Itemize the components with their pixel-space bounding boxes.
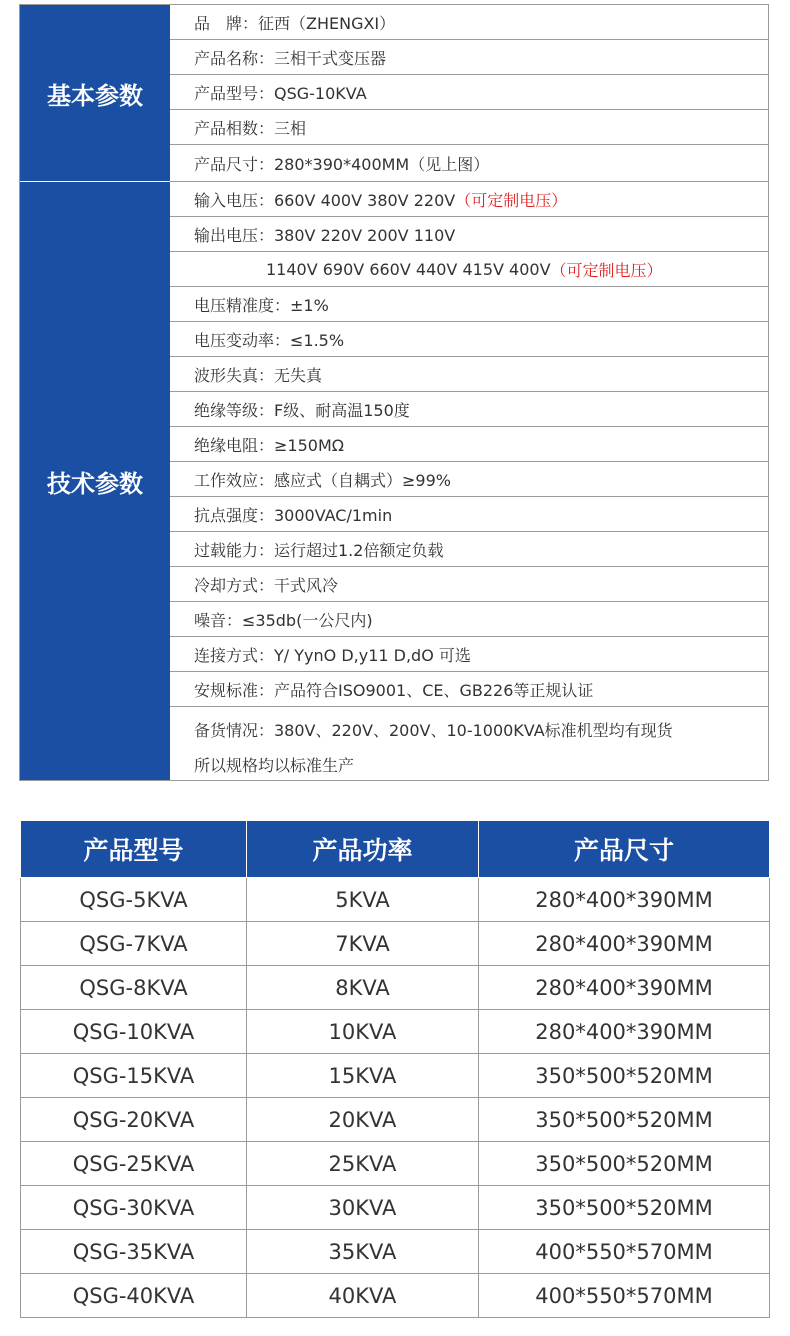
cell-power: 40KVA xyxy=(247,1274,479,1318)
spec-row-output-voltage-2 xyxy=(170,252,768,287)
spec-row-insulation-resistance: 绝缘电阻：≥150MΩ xyxy=(170,427,768,462)
cell-power: 5KVA xyxy=(247,878,479,922)
cell-size: 350*500*520MM xyxy=(479,1098,770,1142)
spec-row-safety-standard: 安规标准：产品符合ISO9001、CE、GB226等正规认证 xyxy=(170,672,768,707)
spec-row-insulation-class: 绝缘等级：F级、耐高温150度 xyxy=(170,392,768,427)
cell-model: QSG-35KVA xyxy=(21,1230,247,1274)
spec-row-voltage-variation: 电压变动率：≤1.5% xyxy=(170,322,768,357)
spec-row-phase: 产品相数：三相 xyxy=(170,110,768,145)
cell-size: 280*400*390MM xyxy=(479,1010,770,1054)
model-table xyxy=(20,820,770,1318)
table-row xyxy=(21,1230,770,1274)
table-row xyxy=(21,966,770,1010)
tech-params-header: 技术参数 xyxy=(20,182,170,780)
input-voltage-text: 输入电压：660V 400V 380V 220V xyxy=(194,190,456,210)
cell-model: QSG-15KVA xyxy=(21,1054,247,1098)
stock-line-1: 备货情况：380V、220V、200V、10-1000KVA标准机型均有现货 xyxy=(194,721,673,740)
cell-model: QSG-10KVA xyxy=(21,1010,247,1054)
spec-table xyxy=(19,4,769,781)
table-row xyxy=(21,922,770,966)
cell-model: QSG-5KVA xyxy=(21,878,247,922)
spec-row-cooling: 冷却方式：干式风冷 xyxy=(170,567,768,602)
table-row xyxy=(21,1010,770,1054)
cell-size: 350*500*520MM xyxy=(479,1186,770,1230)
cell-model: QSG-40KVA xyxy=(21,1274,247,1318)
spec-row-noise: 噪音：≤35db(一公尺内) xyxy=(170,602,768,637)
spec-row-input-voltage xyxy=(170,182,768,217)
table-row xyxy=(21,1054,770,1098)
table-row xyxy=(21,1186,770,1230)
output-voltage-2-text: 1140V 690V 660V 440V 415V 400V xyxy=(266,259,551,279)
cell-size: 280*400*390MM xyxy=(479,878,770,922)
spec-row-stock xyxy=(170,707,768,778)
output-voltage-2-note: （可定制电压） xyxy=(550,260,663,280)
cell-power: 25KVA xyxy=(247,1142,479,1186)
spec-row-output-voltage: 输出电压：380V 220V 200V 110V xyxy=(170,217,768,252)
spec-row-connection: 连接方式：Y/ YynO D,y11 D,dO 可选 xyxy=(170,637,768,672)
spec-row-size: 产品尺寸：280*390*400MM（见上图） xyxy=(170,145,768,182)
cell-model: QSG-20KVA xyxy=(21,1098,247,1142)
cell-size: 280*400*390MM xyxy=(479,966,770,1010)
spec-row-overload: 过载能力：运行超过1.2倍额定负载 xyxy=(170,532,768,567)
cell-model: QSG-30KVA xyxy=(21,1186,247,1230)
spec-row-model: 产品型号：QSG-10KVA xyxy=(170,75,768,110)
table-row xyxy=(21,1098,770,1142)
spec-row-dielectric-strength: 抗点强度：3000VAC/1min xyxy=(170,497,768,532)
cell-power: 7KVA xyxy=(247,922,479,966)
cell-model: QSG-25KVA xyxy=(21,1142,247,1186)
cell-power: 35KVA xyxy=(247,1230,479,1274)
cell-power: 20KVA xyxy=(247,1098,479,1142)
table-row xyxy=(21,878,770,922)
spec-row-voltage-accuracy: 电压精准度：±1% xyxy=(170,287,768,322)
spec-row-brand: 品 牌：征西（ZHENGXI） xyxy=(170,5,768,40)
header-power: 产品功率 xyxy=(247,821,479,878)
table-row xyxy=(21,1274,770,1318)
cell-model: QSG-7KVA xyxy=(21,922,247,966)
header-model: 产品型号 xyxy=(21,821,247,878)
table-row xyxy=(21,1142,770,1186)
model-table-body xyxy=(21,878,770,1318)
cell-size: 400*550*570MM xyxy=(479,1230,770,1274)
cell-size: 400*550*570MM xyxy=(479,1274,770,1318)
cell-power: 8KVA xyxy=(247,966,479,1010)
header-size: 产品尺寸 xyxy=(479,821,770,878)
cell-power: 10KVA xyxy=(247,1010,479,1054)
input-voltage-note: （可定制电压） xyxy=(455,190,568,210)
basic-params-header: 基本参数 xyxy=(20,5,170,181)
spec-row-waveform: 波形失真：无失真 xyxy=(170,357,768,392)
cell-power: 30KVA xyxy=(247,1186,479,1230)
stock-line-2: 所以规格均以标准生产 xyxy=(194,756,355,775)
cell-model: QSG-8KVA xyxy=(21,966,247,1010)
model-table-header xyxy=(21,821,770,878)
spec-row-efficiency: 工作效应：感应式（自耦式）≥99% xyxy=(170,462,768,497)
cell-size: 350*500*520MM xyxy=(479,1054,770,1098)
cell-size: 350*500*520MM xyxy=(479,1142,770,1186)
cell-power: 15KVA xyxy=(247,1054,479,1098)
cell-size: 280*400*390MM xyxy=(479,922,770,966)
spec-row-product-name: 产品名称：三相干式变压器 xyxy=(170,40,768,75)
